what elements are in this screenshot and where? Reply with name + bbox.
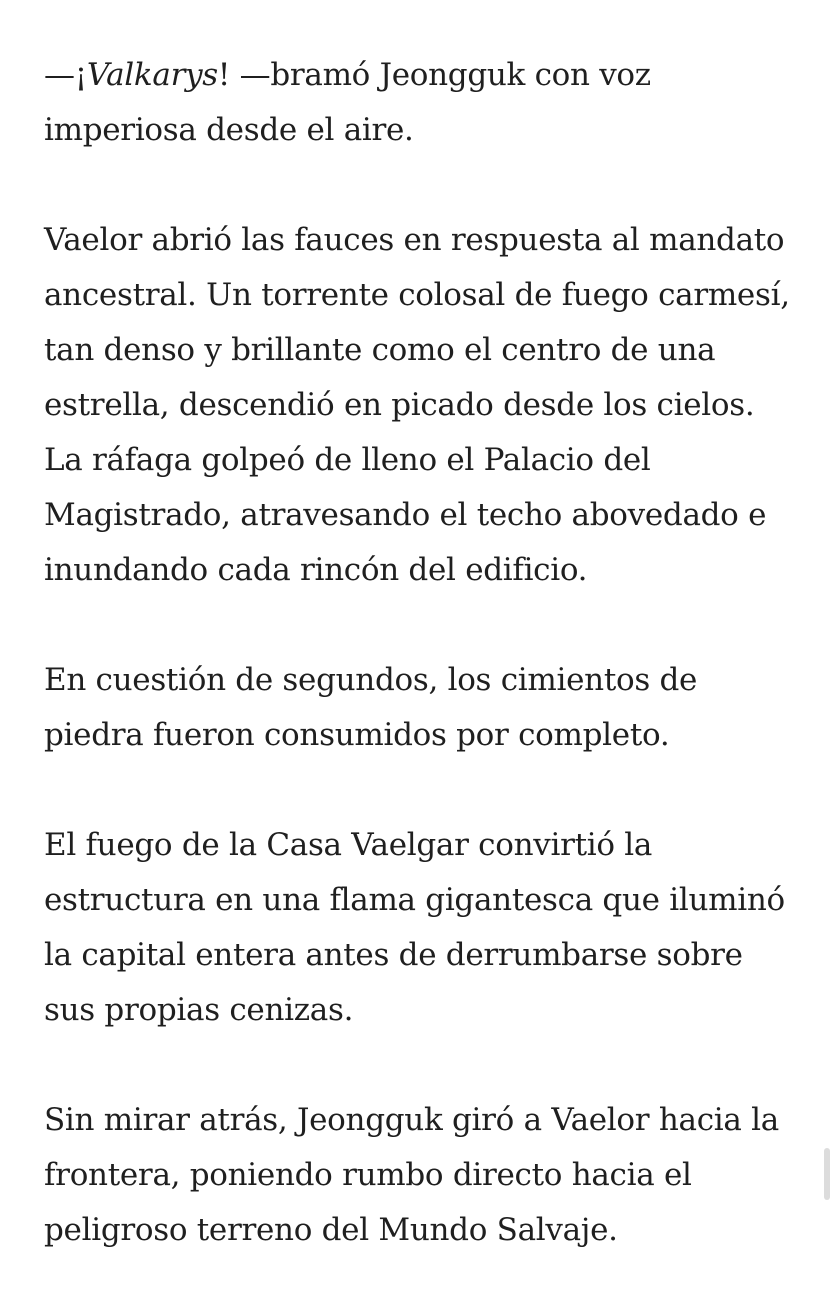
scrollbar-thumb[interactable]: [824, 1148, 830, 1200]
text-line: estrella, descendió en picado desde los cielos.: [44, 387, 755, 423]
document-body: [44, 48, 804, 1313]
text-line: Magistrado, atravesando el techo abovedado e: [44, 497, 767, 533]
text-line: tan denso y brillante como el centro de una: [44, 332, 716, 368]
text-line: peligroso terreno del Mundo Salvaje.: [44, 1212, 618, 1248]
text-line: sus propias cenizas.: [44, 992, 354, 1028]
text-line: Sin mirar atrás, Jeongguk giró a Vaelor hacia la: [44, 1102, 779, 1138]
text-line: En cuestión de segundos, los cimientos de: [44, 662, 698, 698]
text-line: Vaelor abrió las fauces en respuesta al mandato: [44, 222, 785, 258]
text-line: inundando cada rincón del edificio.: [44, 552, 588, 588]
text-line: [44, 48, 804, 103]
text-line: estructura en una flama gigantesca que iluminó: [44, 882, 785, 918]
text-line: La ráfaga golpeó de lleno el Palacio del: [44, 442, 651, 478]
paragraph-2: [44, 213, 804, 598]
text-line: piedra fueron consumidos por completo.: [44, 717, 670, 753]
paragraph-1: [44, 48, 804, 158]
italic-text-segment: Valkarys: [86, 57, 218, 93]
paragraph-3: [44, 653, 804, 763]
text-line: imperiosa desde el aire.: [44, 112, 414, 148]
text-line: la capital entera antes de derrumbarse sobre: [44, 937, 743, 973]
text-line: ancestral. Un torrente colosal de fuego carmesí,: [44, 277, 790, 313]
text-line: frontera, poniendo rumbo directo hacia el: [44, 1157, 692, 1193]
paragraph-4: [44, 818, 804, 1038]
text-segment: ! —bramó Jeongguk con voz: [217, 57, 651, 93]
text-segment: —¡: [44, 57, 87, 93]
paragraph-5: [44, 1093, 804, 1258]
text-line: El fuego de la Casa Vaelgar convirtió la: [44, 827, 653, 863]
